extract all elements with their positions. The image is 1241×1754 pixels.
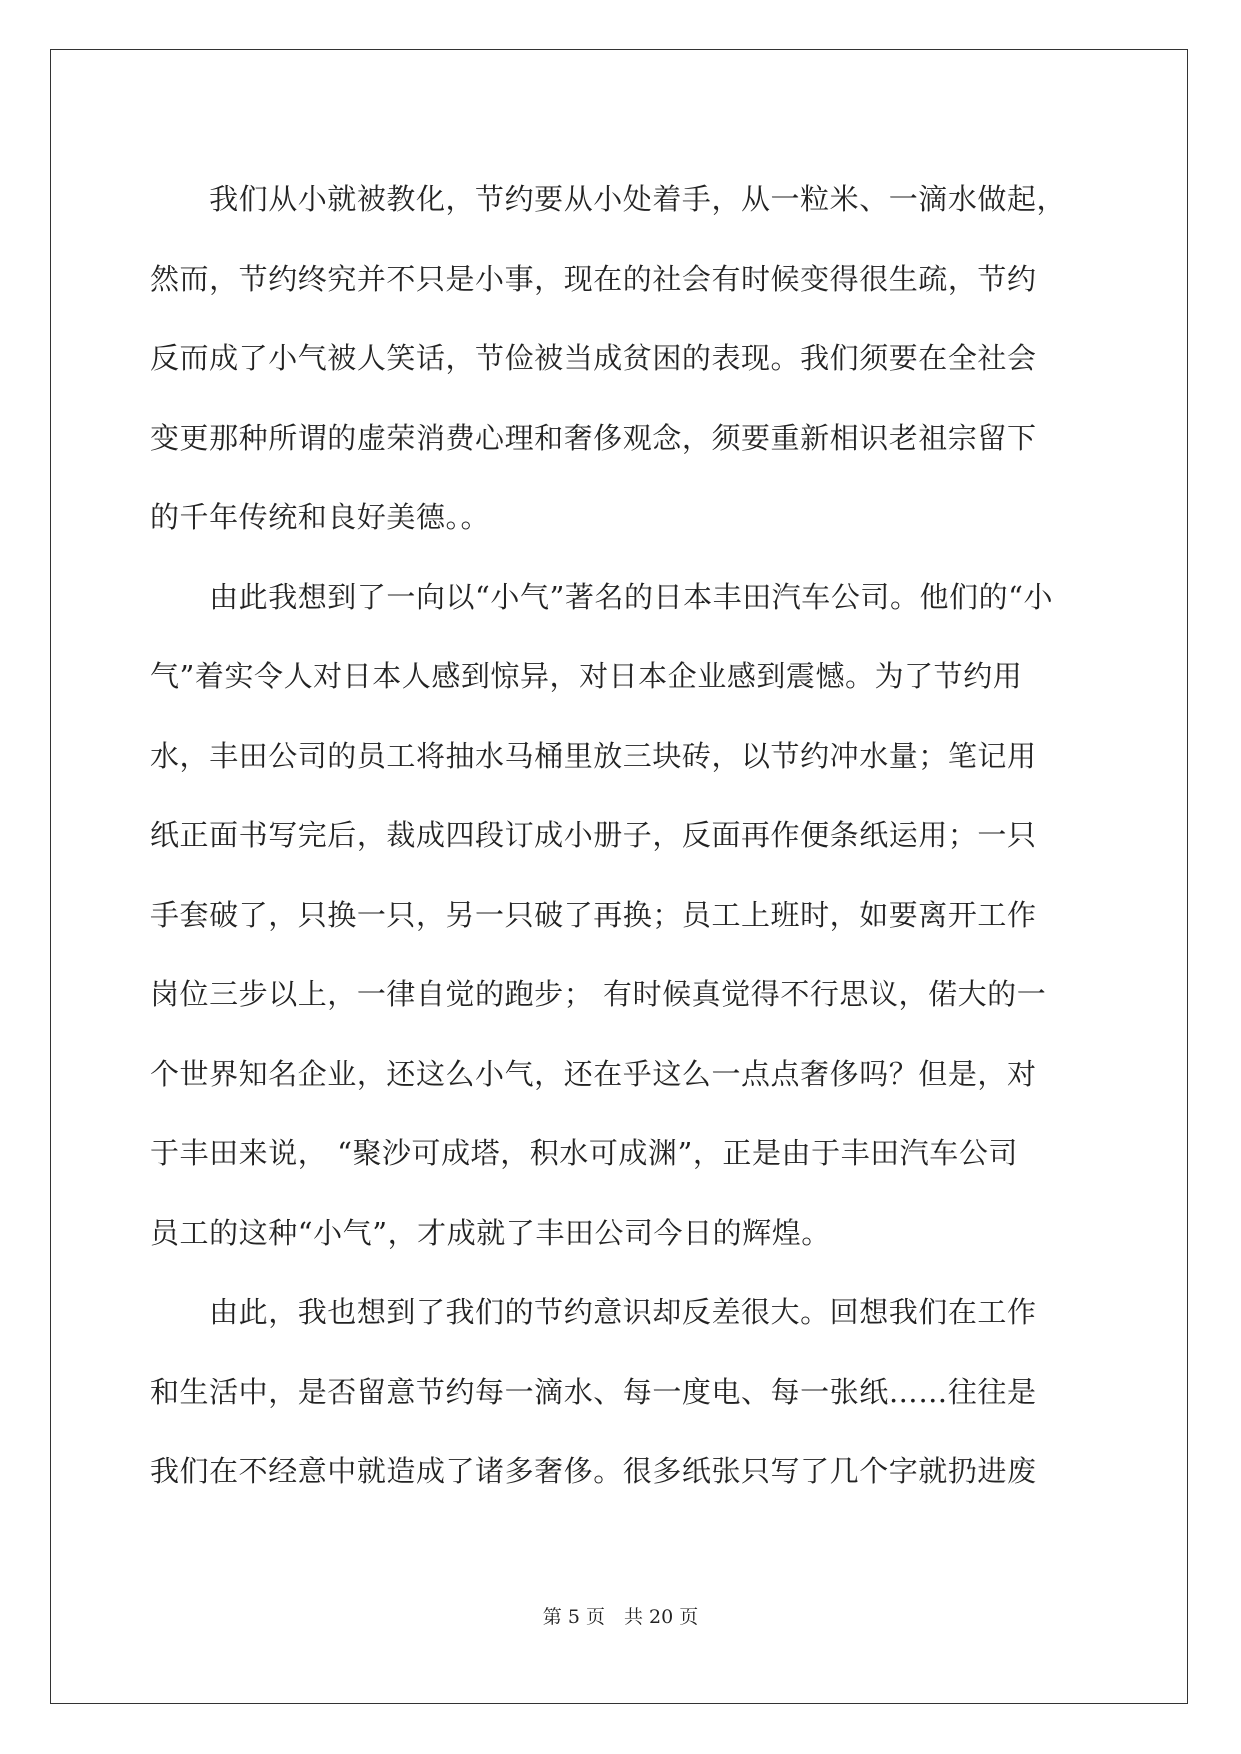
- text-line: 水，丰田公司的员工将抽水马桶里放三块砖，以节约冲水量；笔记用: [150, 738, 1037, 773]
- text-line: 纸正面书写完后，裁成四段订成小册子，反面再作便条纸运用；一只: [150, 818, 1037, 852]
- text-line: 个世界知名企业，还这么小气，还在乎这么一点点奢侈吗？但是，对: [150, 1056, 1037, 1091]
- text-line: 由此我想到了一向以“小气”著名的日本丰田汽车公司。他们的“小: [150, 579, 1054, 614]
- text-line: 然而，节约终究并不只是小事，现在的社会有时候变得很生疏，节约: [150, 261, 1037, 296]
- page-footer: [0, 1602, 1241, 1629]
- text-line: 手套破了，只换一只，另一只破了再换；员工上班时，如要离开工作: [150, 897, 1037, 932]
- text-line: 气”着实令人对日本人感到惊异，对日本企业感到震憾。为了节约用: [150, 659, 1023, 693]
- text-line: 于丰田来说， “聚沙可成塔，积水可成渊”，正是由于丰田汽车公司: [150, 1136, 1018, 1170]
- paragraph-1: [150, 160, 1086, 558]
- text-line: 反而成了小气被人笑话，节俭被当成贫困的表现。我们须要在全社会: [150, 341, 1037, 375]
- text-line: 和生活中，是否留意节约每一滴水、每一度电、每一张纸……往往是: [150, 1374, 1037, 1409]
- text-line: 员工的这种“小气”，才成就了丰田公司今日的辉煌。: [150, 1215, 831, 1250]
- paragraph-3: [150, 1273, 1086, 1512]
- text-line: 岗位三步以上，一律自觉的跑步； 有时候真觉得不行思议，偌大的一: [150, 977, 1047, 1011]
- text-line: 我们在不经意中就造成了诸多奢侈。很多纸张只写了几个字就扔进废: [150, 1454, 1037, 1488]
- text-line: 我们从小就被教化，节约要从小处着手，从一粒米、一滴水做起，: [150, 182, 1067, 216]
- page-number-label: 第 5 页 共 20 页: [542, 1606, 699, 1628]
- paragraph-2: [150, 558, 1086, 1274]
- document-body: [150, 160, 1086, 1512]
- text-line: 由此，我也想到了我们的节约意识却反差很大。回想我们在工作: [150, 1295, 1037, 1329]
- text-line: 变更那种所谓的虚荣消费心理和奢侈观念，须要重新相识老祖宗留下: [150, 420, 1037, 455]
- text-line: 的千年传统和良好美德。。: [150, 500, 491, 534]
